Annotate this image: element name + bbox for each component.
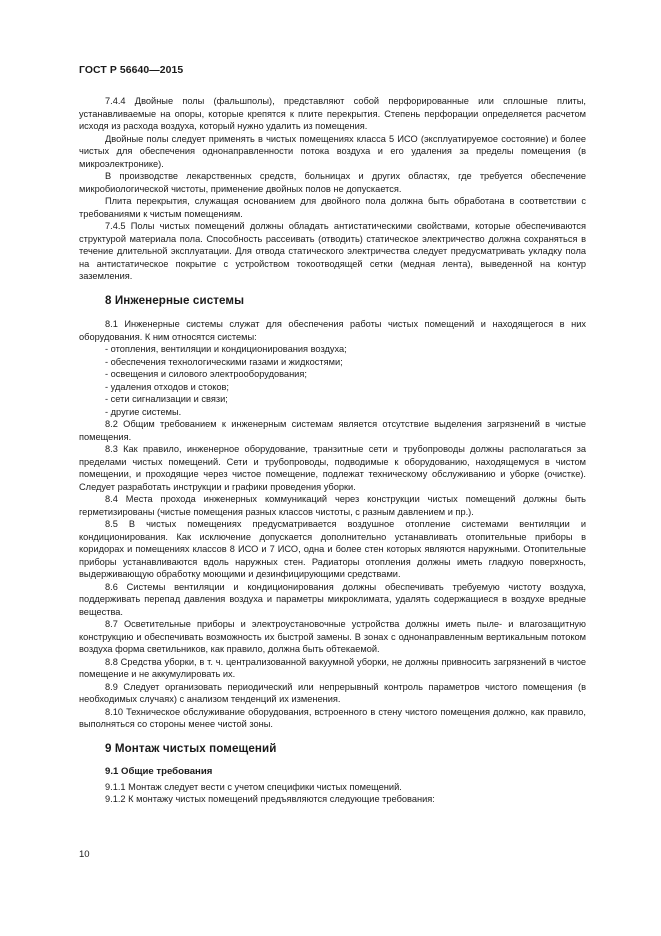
paragraph: Двойные полы следует применять в чистых помещениях класса 5 ИСО (эксплуатируемое состояние) и более чистых для обеспечения однонаправленности потока воздуха и его удаления за пределы помещения (в микроэлектронике). [79,133,586,169]
paragraph: Плита перекрытия, служащая основанием для двойного пола должна быть обработана в соответствии с требованиями к чистым помещениям. [79,196,586,219]
paragraph-8-7: 8.7 Осветительные приборы и электроустановочные устройства должны иметь пыле- и влагозащитную конструкцию и обеспечивать возможность их быстрой замены. В зонах с однонаправленным вертикальным потоком воздуха форма светильников, как правило, должна быть обтекаемой. [79,619,586,654]
document-body [79,95,586,806]
subsection-heading-9-1: 9.1 Общие требования [105,766,213,777]
page-number: 10 [79,849,90,860]
paragraph-8-10: 8.10 Техническое обслуживание оборудования, встроенного в стену чистого помещения должно, как правило, выполняться со стороны менее чистой зоны. [79,706,586,729]
paragraph-7-4-5: 7.4.5 Полы чистых помещений должны обладать антистатическими свойствами, которые обеспечиваются структурой материала пола. Способность рассеивать (отводить) статическое электричество должна сохраняться в течение длительной эксплуатации. Для отвода статического электричества следует предусматривать укладку пола на антистатическое покрытие с устройством токоотводящей сетки (медная лента), выведенной на контур заземления. [79,221,586,281]
paragraph: В производстве лекарственных средств, больницах и других областях, где требуется обеспечение микробиологической чистоты, применение двойных полов не допускается. [79,171,586,194]
section-heading-8: 8 Инженерные системы [105,293,245,307]
paragraph-9-1-2: 9.1.2 К монтажу чистых помещений предъявляются следующие требования: [105,794,435,804]
paragraph-8-4: 8.4 Места прохода инженерных коммуникаций через конструкции чистых помещений должны быть герметизированы (чистые помещения разных классов чистоты, с разным давлением и пр.). [79,494,586,517]
paragraph-8-5: 8.5 В чистых помещениях предусматривается воздушное отопление системами вентиляции и кондиционирования. Как исключение допускается дополнительно устанавливать отопительные приборы в коридорах и помещениях классов 8 ИСО и 7 ИСО, одна и более стен которых являются наружными. Отопительные приборы устанавливаются вдоль наружных стен. Радиаторы отопления должны иметь гладкую поверхность, выдерживающую обработку моющими и дезинфицирующими средствами. [79,519,586,579]
paragraph-9-1-1: 9.1.1 Монтаж следует вести с учетом специфики чистых помещений. [105,781,402,792]
list-item: - удаления отходов и стоков; [105,381,229,392]
list-item: - освещения и силового электрооборудования; [105,369,307,379]
paragraph-8-2: 8.2 Общим требованием к инженерным системам является отсутствие выделения загрязнений в чистые помещения. [79,419,586,442]
paragraph-8-3: 8.3 Как правило, инженерное оборудование, транзитные сети и трубопроводы должны располагаться за пределами чистых помещений. Сети и трубопроводы, подводимые к оборудованию, находящемуся в чистом помещении, и проходящие через чистое помещение, подлежат техническому обслуживанию и уборке (очистке). Следует разработать инструкции и графики проведения уборки. [79,444,586,492]
document-header: ГОСТ Р 56640—2015 [79,65,184,76]
list-item: - отопления, вентиляции и кондиционирования воздуха; [105,344,347,354]
list-item: - другие системы. [105,406,182,417]
paragraph-8-6: 8.6 Системы вентиляции и кондиционирования должны обеспечивать требуемую чистоту воздуха, поддерживать перепад давления воздуха и параметры микроклимата, удалять содержащиеся в воздухе вредные вещества. [79,581,586,617]
list-item: - сети сигнализации и связи; [105,394,228,404]
paragraph-8-9: 8.9 Следует организовать периодический или непрерывный контроль параметров чистого помещения (в необходимых случаях) с анализом тенденций их изменения. [79,681,586,704]
paragraph-7-4-4: 7.4.4 Двойные полы (фальшполы), представляют собой перфорированные или сплошные плиты, устанавливаемые на опоры, которые крепятся к плите перекрытия. Степень перфорации определяется расчетом исходя из расхода воздуха, который нужно удалить из помещения. [79,96,586,131]
list-item: - обеспечения технологическими газами и жидкостями; [105,356,343,367]
section-heading-9: 9 Монтаж чистых помещений [105,741,277,755]
paragraph-8-8: 8.8 Средства уборки, в т. ч. централизованной вакуумной уборки, не должны привносить загрязнений в чистое помещение и не аккумулировать их. [79,656,586,679]
paragraph-8-1: 8.1 Инженерные системы служат для обеспечения работы чистых помещений и находящегося в них оборудования. К ним относятся системы: [79,319,586,342]
